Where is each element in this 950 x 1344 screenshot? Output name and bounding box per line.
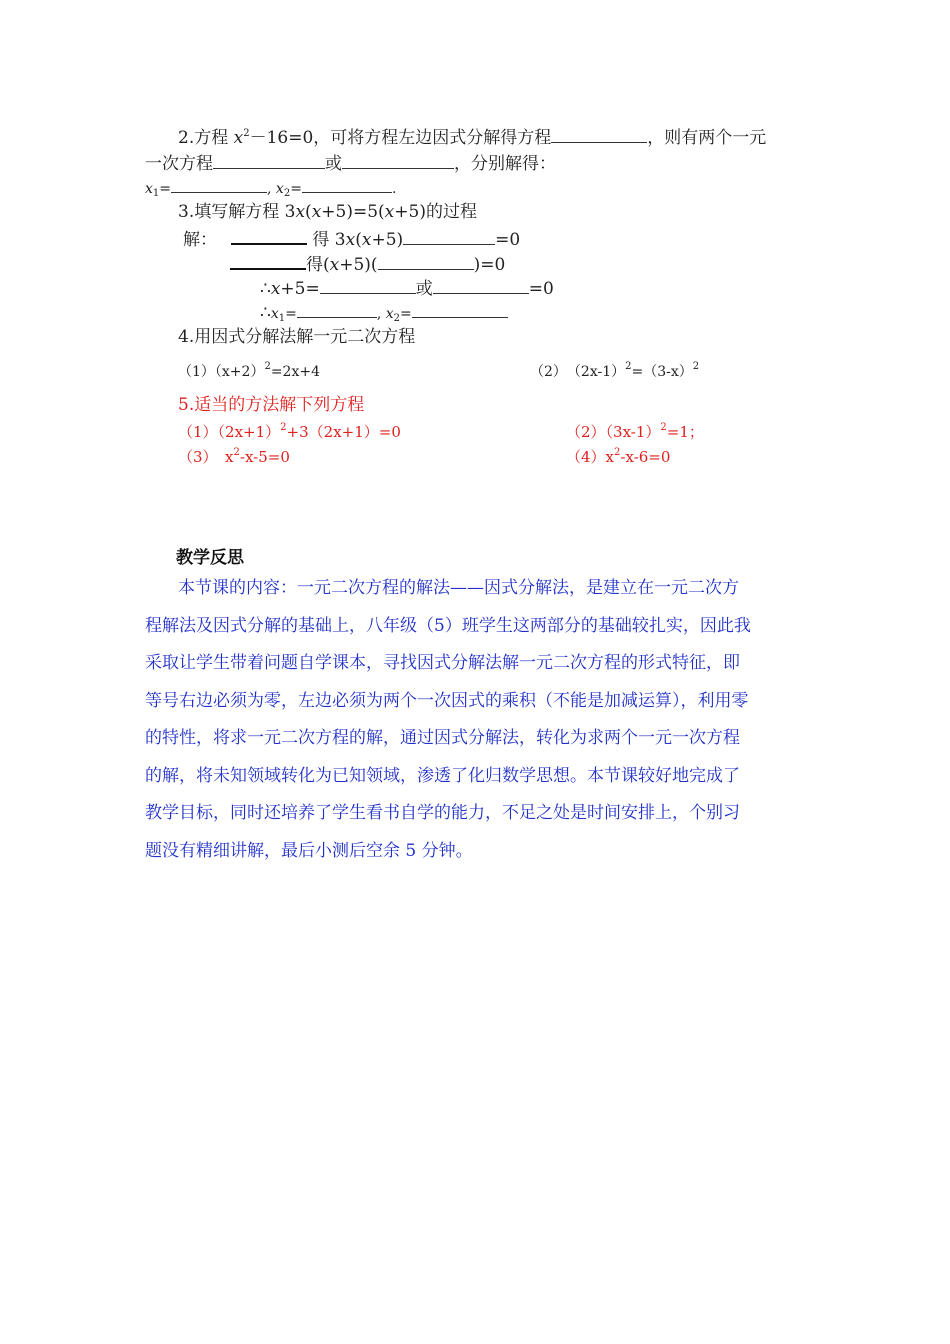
q5-problem-3 — [178, 446, 290, 468]
answer-blank[interactable] — [213, 152, 325, 169]
q4-problem-1 — [178, 361, 320, 383]
q4-problem-2 — [530, 361, 699, 383]
problem-text: （4）x — [566, 448, 615, 466]
answer-blank[interactable] — [412, 304, 508, 318]
reflection-line: 程解法及因式分解的基础上，八年级（5）班学生这两部分的基础较扎实，因此我 — [145, 615, 751, 636]
q2-text: 2.方程 — [178, 128, 234, 148]
q2-line2 — [145, 152, 556, 175]
q5-problem-2 — [566, 421, 704, 443]
q2-text: －16=0，可将方程左边因式分解得方程 — [249, 128, 552, 148]
q3-text: +5= — [280, 279, 320, 299]
q5-problem-4 — [566, 446, 670, 468]
answer-blank[interactable] — [342, 152, 454, 169]
answer-blank[interactable] — [378, 253, 474, 270]
q4-title: 4.用因式分解法解一元二次方程 — [178, 327, 416, 347]
equals: = — [285, 306, 297, 322]
problem-text: =（3-x） — [631, 364, 693, 380]
equals: = — [400, 306, 412, 322]
reflection-body — [145, 570, 807, 870]
answer-blank[interactable] — [320, 277, 416, 294]
q3-text: 得 3 — [312, 230, 346, 250]
problem-text: （2）（3x-1） — [566, 423, 661, 441]
problem-text: （2） （2x-1） — [530, 364, 626, 380]
exponent: 2 — [625, 361, 632, 372]
answer-blank[interactable] — [403, 228, 495, 245]
or-word: 或 — [415, 279, 433, 299]
variable: x — [270, 279, 281, 299]
exponent: 2 — [243, 128, 250, 139]
exponent: 2 — [280, 422, 287, 433]
reflection-line: 等号右边必须为零，左边必须为两个一次因式的乘积（不能是加减运算），利用零 — [145, 690, 749, 711]
subscript: 2 — [283, 188, 291, 199]
reflection-line: 教学目标，同时还培养了学生看书自学的能力，不足之处是时间安排上，个别习 — [145, 803, 740, 823]
answer-blank[interactable] — [171, 179, 267, 193]
subscript: 1 — [152, 188, 160, 199]
q3-text: 3.填写解方程 3 — [178, 202, 296, 222]
problem-text: （1）（x+2） — [178, 364, 265, 380]
answer-blank[interactable] — [297, 304, 377, 318]
period: . — [391, 181, 397, 197]
q2-text: 一次方程 — [145, 154, 213, 174]
q3-step2 — [230, 252, 505, 276]
variable: x — [295, 202, 306, 222]
q3-text: )=0 — [473, 255, 506, 275]
problem-text: -x-6=0 — [620, 448, 671, 466]
solution-label: 解： — [183, 230, 217, 250]
exponent: 2 — [264, 361, 271, 372]
problem-text: -x-5=0 — [239, 448, 290, 466]
reflection-line: 采取让学生带着问题自学课本，寻找因式分解法解一元二次方程的形式特征，即 — [145, 653, 740, 673]
q5-title: 5.适当的方法解下列方程 — [178, 395, 365, 415]
q3-text: +5)=5( — [321, 202, 385, 222]
q3-step3 — [260, 277, 554, 300]
separator: , — [376, 306, 386, 322]
problem-text: （3） x — [178, 448, 234, 466]
variable: x — [275, 181, 284, 197]
answer-blank[interactable] — [433, 277, 529, 294]
subscript: 1 — [278, 313, 286, 324]
q3-step4 — [260, 302, 508, 325]
therefore-symbol: ∴ — [260, 279, 271, 299]
exponent: 2 — [660, 422, 667, 433]
q3-title — [178, 201, 477, 223]
problem-text: =2x+4 — [270, 364, 320, 380]
variable: x — [270, 306, 279, 322]
q3-text: +5)的过程 — [394, 202, 477, 222]
therefore-symbol: ∴ — [260, 303, 271, 323]
problem-text: +3（2x+1）=0 — [286, 423, 401, 441]
or-word: 或 — [325, 154, 342, 174]
q3-text: =0 — [495, 230, 521, 250]
separator: , — [267, 181, 276, 197]
q2-line1 — [178, 126, 766, 149]
variable: x — [361, 230, 372, 250]
reflection-line: 的特性，将求一元二次方程的解，通过因式分解法，转化为求两个一元一次方程 — [145, 728, 740, 748]
q3-text: 得( — [306, 255, 330, 275]
answer-blank[interactable] — [302, 179, 392, 193]
reflection-heading: 教学反思 — [176, 548, 244, 568]
subscript: 2 — [393, 313, 401, 324]
reflection-line: 本节课的内容：一元二次方程的解法——因式分解法，是建立在一元二次方 — [178, 578, 739, 598]
variable: x — [345, 230, 356, 250]
variable: x — [329, 255, 340, 275]
q3-text: +5) — [371, 230, 404, 250]
reflection-line: 的解，将未知领域转化为已知领域，渗透了化归数学思想。本节课较好地完成了 — [145, 765, 740, 786]
q2-text: ，则有两个一元 — [647, 128, 767, 148]
answer-blank[interactable] — [231, 227, 307, 245]
problem-text: （1）（2x+1） — [178, 423, 281, 441]
variable: x — [384, 202, 395, 222]
q2-text: ，分别解得： — [454, 154, 556, 174]
q3-text: ( — [305, 202, 312, 222]
q3-step1 — [183, 227, 520, 251]
equals: = — [290, 181, 302, 197]
q3-text: =0 — [528, 279, 554, 299]
problem-text: =1； — [666, 423, 704, 441]
q3-text: ( — [355, 230, 362, 250]
answer-blank[interactable] — [230, 252, 306, 270]
variable: x — [385, 306, 394, 322]
exponent: 2 — [614, 447, 621, 458]
equals: = — [159, 181, 172, 197]
q5-problem-1 — [178, 421, 401, 443]
answer-blank[interactable] — [551, 126, 647, 143]
variable: x — [311, 202, 322, 222]
variable: x — [145, 181, 153, 197]
reflection-line: 题没有精细讲解，最后小测后空余 5 分钟。 — [145, 840, 473, 861]
exponent: 2 — [233, 447, 240, 458]
q2-line3 — [145, 178, 396, 200]
variable: x — [233, 128, 244, 148]
exponent: 2 — [692, 361, 700, 372]
q3-text: +5)( — [339, 255, 378, 275]
